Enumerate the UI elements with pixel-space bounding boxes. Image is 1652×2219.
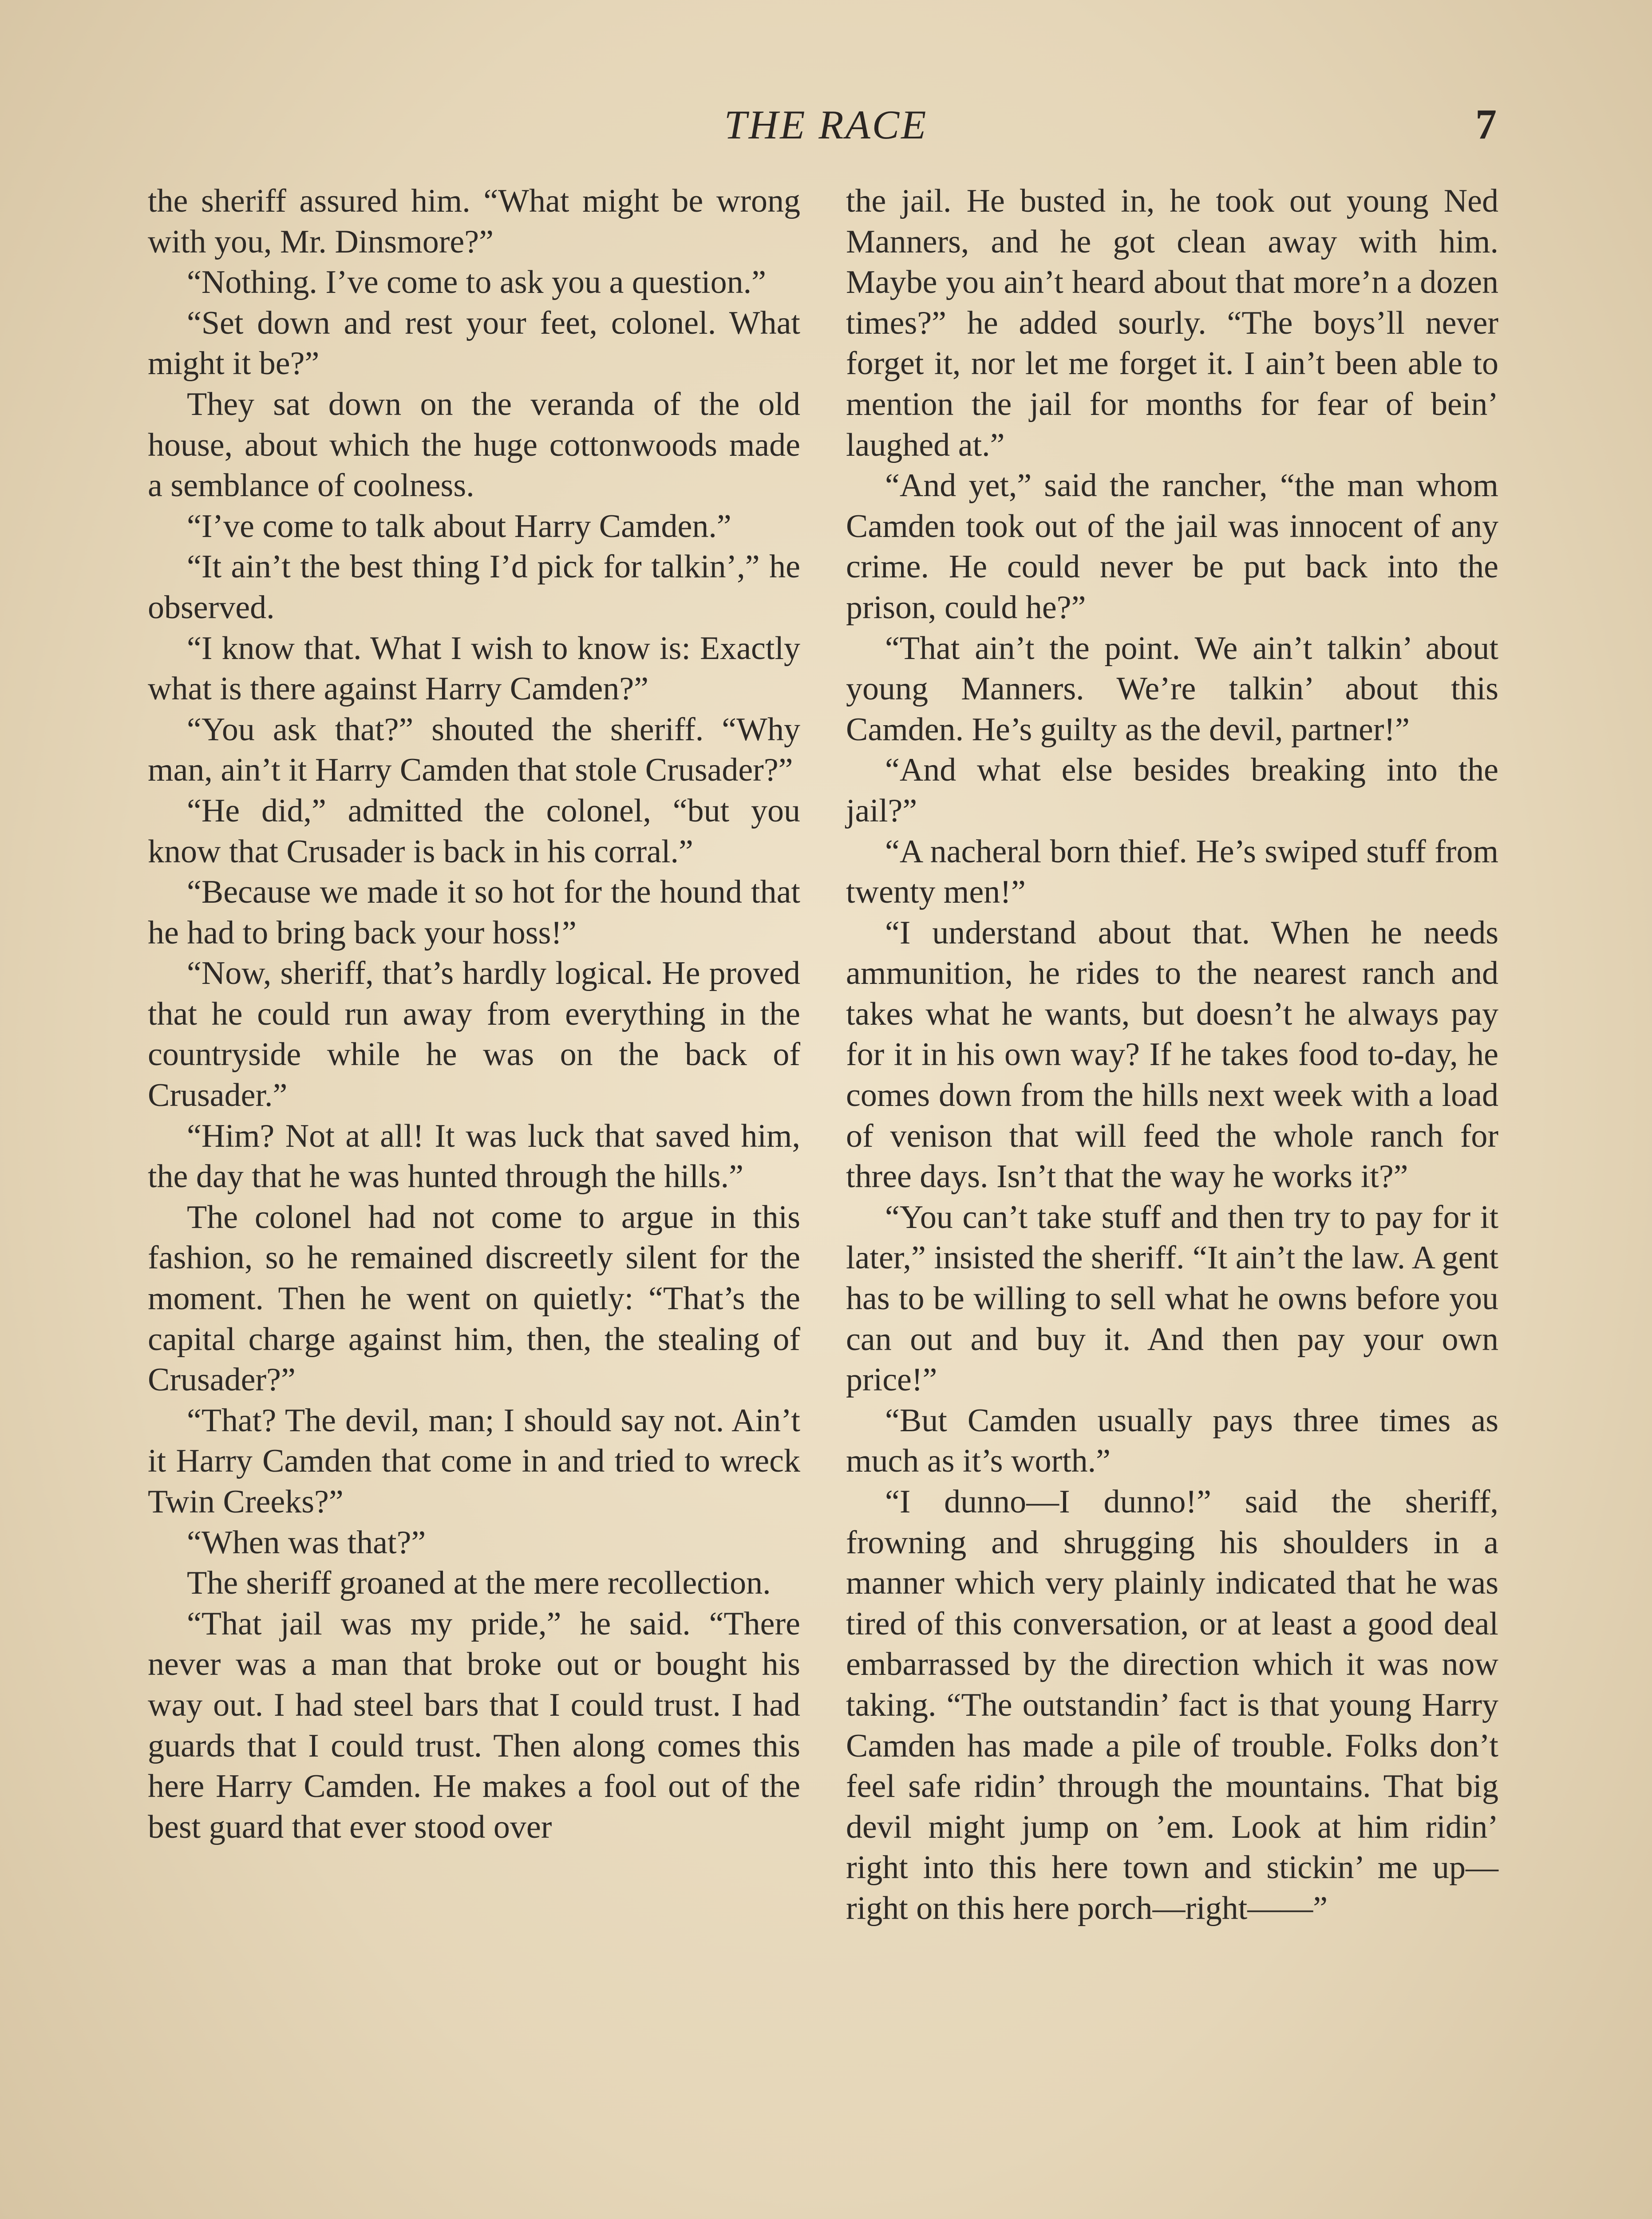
- paragraph: “That? The devil, man; I should say not. Ain’t it Harry Camden that come in and tried to wreck Twin Creeks?”: [148, 1402, 800, 1520]
- paragraph: The colonel had not come to argue in this fashion, so he remained discreetly silent for the moment. Then he went on quietly: “That’s the capital charge against him, then, the stealing of Crusader?”: [148, 1199, 800, 1398]
- paragraph: “But Camden usually pays three times as much as it’s worth.”: [846, 1402, 1498, 1480]
- paragraph: “I’ve come to talk about Harry Camden.”: [187, 508, 731, 545]
- paragraph: the sheriff assured him. “What might be wrong with you, Mr. Dinsmore?”: [148, 183, 800, 260]
- paragraph: “When was that?”: [187, 1524, 426, 1561]
- paragraph: “Now, sheriff, that’s hardly logical. He proved that he could run away from everything in the countryside while he was on the back of Crusader.”: [148, 955, 800, 1114]
- paragraph: The sheriff groaned at the mere recollection.: [187, 1565, 771, 1602]
- paragraph: “You can’t take stuff and then try to pay for it later,” insisted the sheriff. “It ain’t the law. A gent has to be willing to sell what he owns before you can out and buy it. And then pay your own price!”: [846, 1199, 1498, 1398]
- paragraph: “He did,” admitted the colonel, “but you know that Crusader is back in his corral.”: [148, 792, 800, 870]
- paragraph: “And what else besides breaking into the jail?”: [846, 752, 1498, 829]
- paragraph: the jail. He busted in, he took out young Ned Manners, and he got clean away with him. Maybe you ain’t heard about that more’n a dozen times?” he added sourly. “The boys’ll never forget it, nor let me forget it. I ain’t been able to mention the jail for months for fear of bein’ laughed at.”: [846, 183, 1498, 463]
- paragraph: “You ask that?” shouted the sheriff. “Why man, ain’t it Harry Camden that stole Crusader?”: [148, 711, 800, 789]
- paragraph: They sat down on the veranda of the old house, about which the huge cottonwoods made a semblance of coolness.: [148, 386, 800, 504]
- page-number: 7: [1475, 100, 1497, 148]
- paragraph: “Him? Not at all! It was luck that saved him, the day that he was hunted through the hills.”: [148, 1117, 800, 1195]
- paragraph: “Set down and rest your feet, colonel. What might it be?”: [148, 304, 800, 382]
- paragraph: “Because we made it so hot for the hound that he had to bring back your hoss!”: [148, 874, 800, 951]
- paragraph: “I dunno—I dunno!” said the sheriff, frowning and shrugging his shoulders in a manner which very plainly indicated that he was tired of this conversation, or at least a good deal embarrassed by the direction which it was now taking. “The outstandin’ fact is that young Harry Camden has made a pile of trouble. Folks don’t feel safe ridin’ through the mountains. That big devil might jump on ’em. Look at him ridin’ right into this here town and stickin’ me up—right on this here porch—right——”: [846, 1484, 1498, 1927]
- paragraph: “I know that. What I wish to know is: Exactly what is there against Harry Camden?”: [148, 630, 800, 707]
- running-title: THE RACE: [724, 102, 928, 147]
- paragraph: “That ain’t the point. We ain’t talkin’ about young Manners. We’re talkin’ about this Camden. He’s guilty as the devil, partner!”: [846, 630, 1498, 748]
- paragraph: “I understand about that. When he needs ammunition, he rides to the nearest ranch and takes what he wants, but doesn’t he always pay for it in his own way? If he takes food to-day, he comes down from the hills next week with a load of venison that will feed the whole ranch for three days. Isn’t that the way he works it?”: [846, 914, 1498, 1195]
- paragraph: “It ain’t the best thing I’d pick for talkin’,” he observed.: [148, 549, 800, 626]
- paragraph: “That jail was my pride,” he said. “There never was a man that broke out or bought his way out. I had steel bars that I could trust. I had guards that I could trust. Then along comes this here Harry Camden. He makes a fool out of the best guard that ever stood over: [148, 1605, 800, 1845]
- paragraph: “And yet,” said the rancher, “the man whom Camden took out of the jail was innocent of any crime. He could never be put back into the prison, could he?”: [846, 467, 1498, 626]
- paragraph: “Nothing. I’ve come to ask you a question.”: [187, 264, 766, 301]
- left-text-column: [148, 181, 800, 1848]
- right-text-column: [846, 181, 1498, 1929]
- paragraph: “A nacheral born thief. He’s swiped stuff from twenty men!”: [846, 833, 1498, 911]
